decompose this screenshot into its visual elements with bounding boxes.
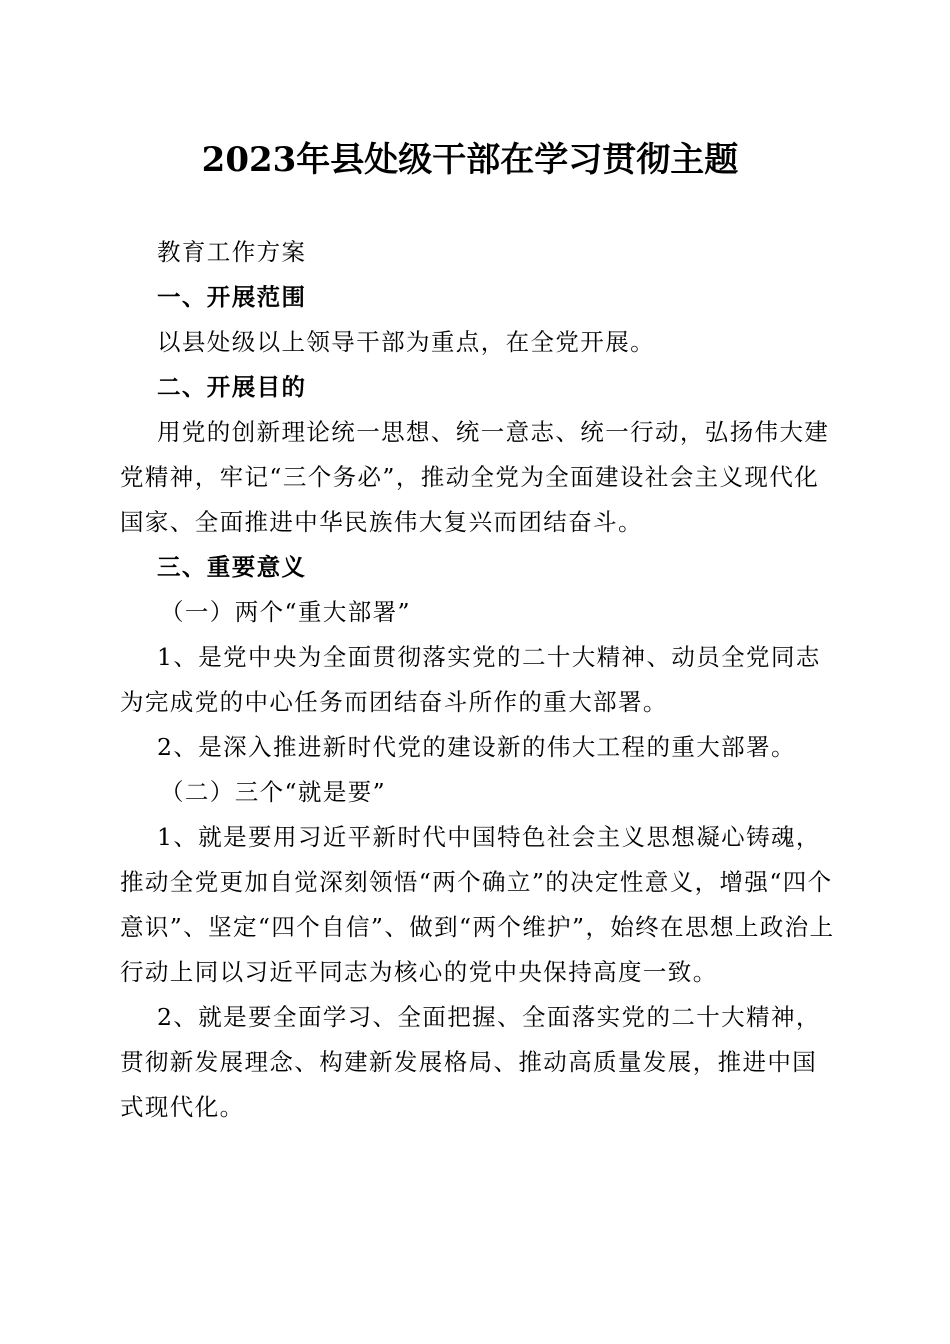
scope-paragraph: 以县处级以上领导干部为重点，在全党开展。 [157,328,655,356]
scope-heading: 一、开展范围 [157,283,307,311]
sub2-heading: （二）三个“就是要” [160,778,387,806]
purpose-heading: 二、开展目的 [157,373,307,401]
purpose-paragraph: 用党的创新理论统一思想、统一意志、统一行动，弘扬伟大建党精神，牢记“三个务必”，推动全党为全面建设社会主义现代化国家、全面推进中华民族伟大复兴而团结奋斗。 [120,418,830,536]
document-body [120,230,835,1130]
sub1-item-2: 2、是深入推进新时代党的建设新的伟大工程的重大部署。 [157,733,796,761]
document-subtitle: 教育工作方案 [157,238,307,266]
sub1-heading: （一）两个“重大部署” [160,598,411,626]
document-title: 2023年县处级干部在学习贯彻主题 [201,140,739,180]
sub1-item-1: 1、是党中央为全面贯彻落实党的二十大精神、动员全党同志为完成党的中心任务而团结奋斗所作的重大部署。 [120,643,821,716]
sub2-item-2: 2、就是要全面学习、全面把握、全面落实党的二十大精神，贯彻新发展理念、构建新发展格局、推动高质量发展，推进中国式现代化。 [120,1003,821,1121]
significance-heading: 三、重要意义 [157,553,307,581]
sub2-item-1: 1、就是要用习近平新时代中国特色社会主义思想凝心铸魂，推动全党更加自觉深刻领悟“两个确立”的决定性意义，增强“四个意识”、坚定“四个自信”、做到“两个维护”，始终在思想上政治上行动上同以习近平同志为核心的党中央保持高度一致。 [120,823,835,986]
